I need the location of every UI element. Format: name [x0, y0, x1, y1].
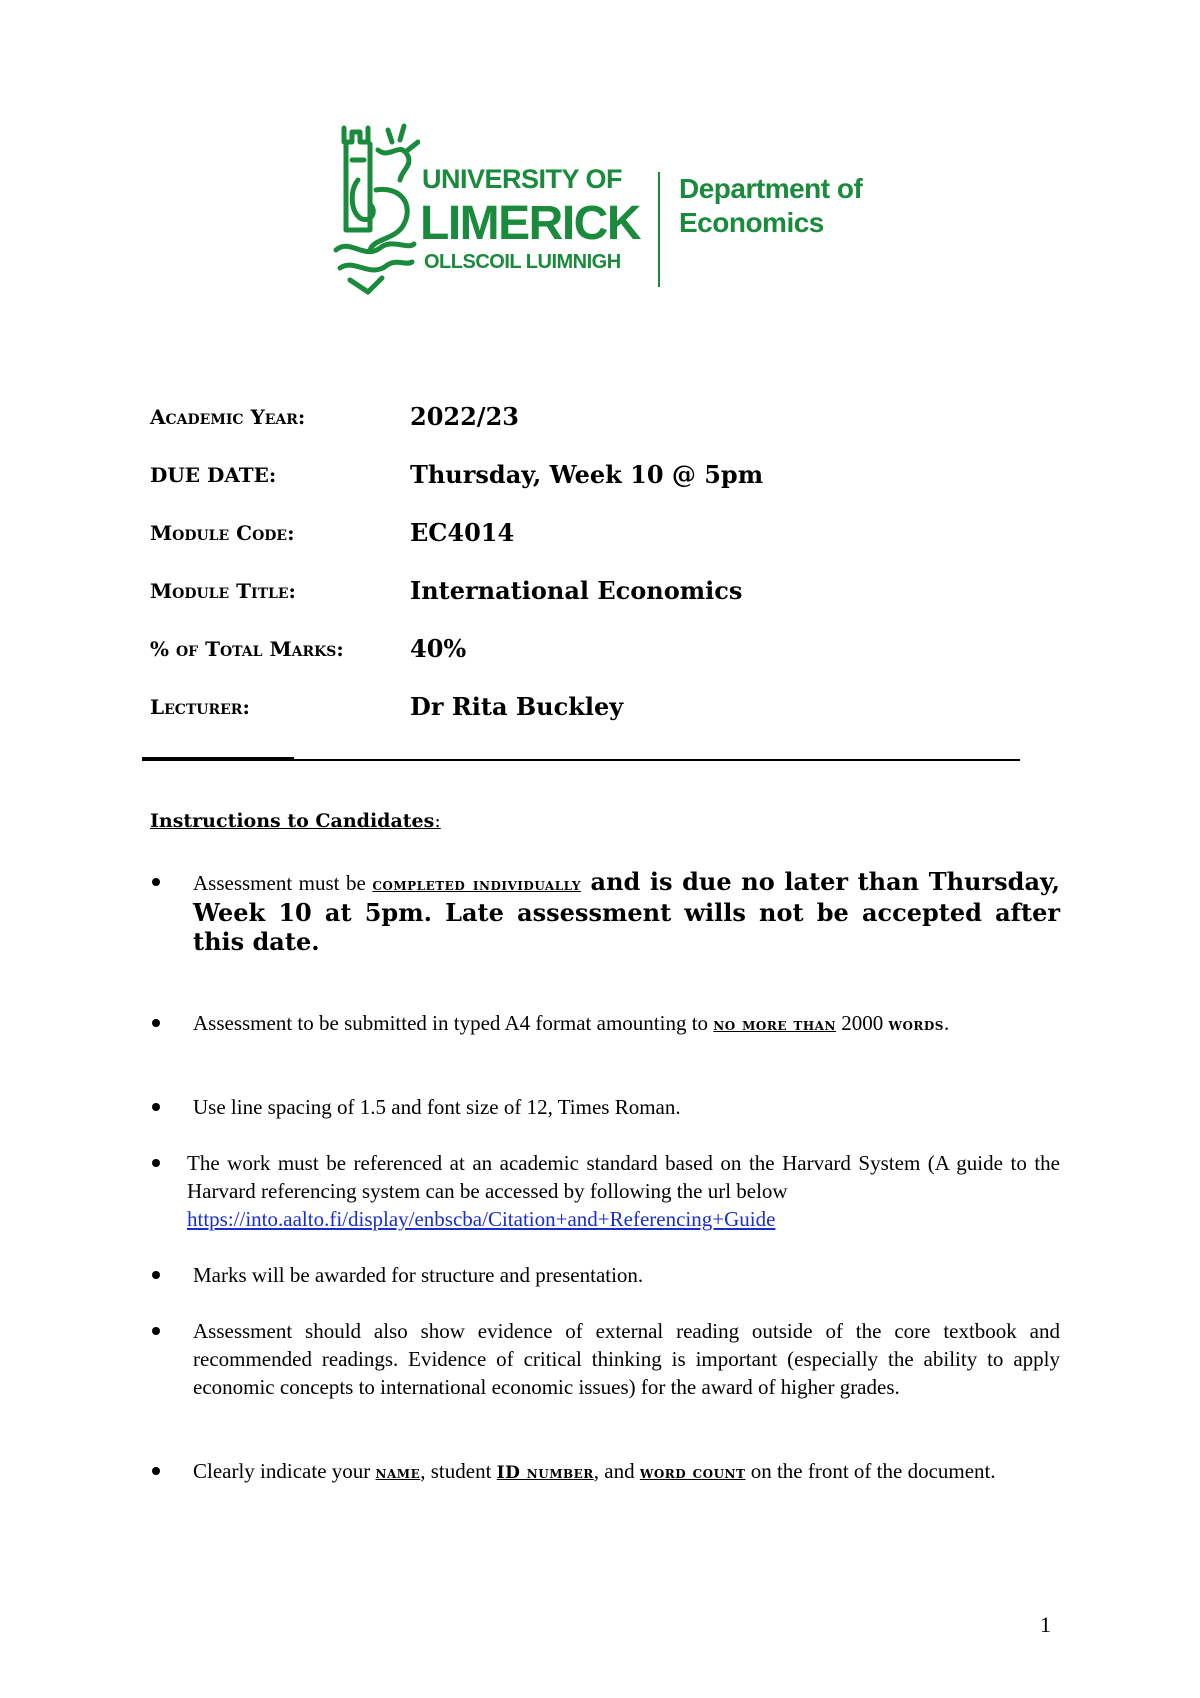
total-marks-label: % of Total Marks:: [150, 637, 344, 661]
total-marks-value: 40%: [410, 634, 467, 663]
bullet-icon: [152, 1159, 160, 1167]
no-more-than-emphasis: no more than: [713, 1015, 836, 1035]
instructions-heading: [150, 810, 441, 832]
due-date-value: Thursday, Week 10 @ 5pm: [410, 460, 764, 489]
instruction-text-part: .: [943, 1011, 950, 1035]
word-count-emphasis: word count: [639, 1463, 746, 1483]
divider-line: [142, 759, 1020, 761]
deadline-bold-text: and is due no later than Thursday, Week 10 at 5pm. Late assessment wills not be accepted after this date.: [193, 867, 1060, 956]
instruction-text: [193, 868, 1060, 957]
university-name-line2: LIMERICK: [420, 197, 640, 250]
instruction-text-part: Assessment must be: [193, 871, 373, 895]
instruction-text-part: The work must be referenced at an academic standard based on the Harvard System (A guide to the Harvard referencing system can be accessed by following the url below: [187, 1151, 1060, 1203]
instruction-text-part: Assessment to be submitted in typed A4 format amounting to: [193, 1011, 714, 1035]
name-emphasis: name: [375, 1463, 421, 1483]
instructions-heading-colon: :: [434, 810, 441, 832]
lecturer-value: Dr Rita Buckley: [410, 692, 624, 721]
words-emphasis: words: [888, 1015, 944, 1035]
instructions-heading-text: Instructions to Candidates: [150, 810, 435, 832]
instruction-text-part: on the front of the document.: [745, 1459, 996, 1483]
ul-crest-icon: [330, 120, 420, 295]
bullet-icon: [152, 1327, 160, 1335]
bullet-icon: [152, 1103, 160, 1111]
instruction-text: Use line spacing of 1.5 and font size of 12, Times Roman.: [193, 1095, 681, 1119]
instruction-text-part: , and: [593, 1459, 640, 1483]
id-number-emphasis: ID number: [496, 1463, 594, 1483]
completed-individually-emphasis: completed individually: [372, 875, 581, 895]
harvard-guide-link[interactable]: https://into.aalto.fi/display/enbscba/Citation+and+Referencing+Guide: [187, 1207, 776, 1231]
module-title-label: Module Title:: [150, 579, 296, 603]
instruction-text: Marks will be awarded for structure and presentation.: [193, 1263, 644, 1287]
instruction-text: [193, 1457, 1060, 1487]
instruction-text: [187, 1149, 1060, 1233]
university-name-line1: UNIVERSITY OF: [422, 164, 623, 194]
instruction-text: [193, 1009, 1060, 1039]
department-name: Department of Economics: [679, 173, 863, 238]
bullet-icon: [152, 1271, 160, 1279]
university-logo: [330, 120, 890, 295]
module-code-label: Module Code:: [150, 521, 295, 545]
module-code-value: EC4014: [410, 518, 515, 547]
module-title-value: International Economics: [410, 576, 743, 605]
instruction-text: Assessment should also show evidence of external reading outside of the core textbook and recommended readings. Evidence of critical thinking is important (especially the ability to apply economic concepts to international economic issues) for the award of higher grades.: [193, 1319, 1060, 1399]
instruction-text-part: Clearly indicate your: [193, 1459, 376, 1483]
academic-year-value: 2022/23: [410, 402, 519, 431]
page-number: 1: [1040, 1612, 1051, 1637]
bullet-icon: [152, 1019, 160, 1027]
bullet-icon: [152, 878, 160, 886]
due-date-label: DUE DATE:: [150, 463, 277, 487]
university-name-irish: OLLSCOIL LUIMNIGH: [424, 251, 621, 273]
instruction-text-part: , student: [420, 1459, 497, 1483]
instruction-text-part: 2000: [835, 1011, 889, 1035]
logo-divider: [658, 172, 660, 287]
bullet-icon: [152, 1467, 160, 1475]
lecturer-label: Lecturer:: [150, 695, 250, 719]
academic-year-label: Academic Year:: [150, 405, 306, 429]
